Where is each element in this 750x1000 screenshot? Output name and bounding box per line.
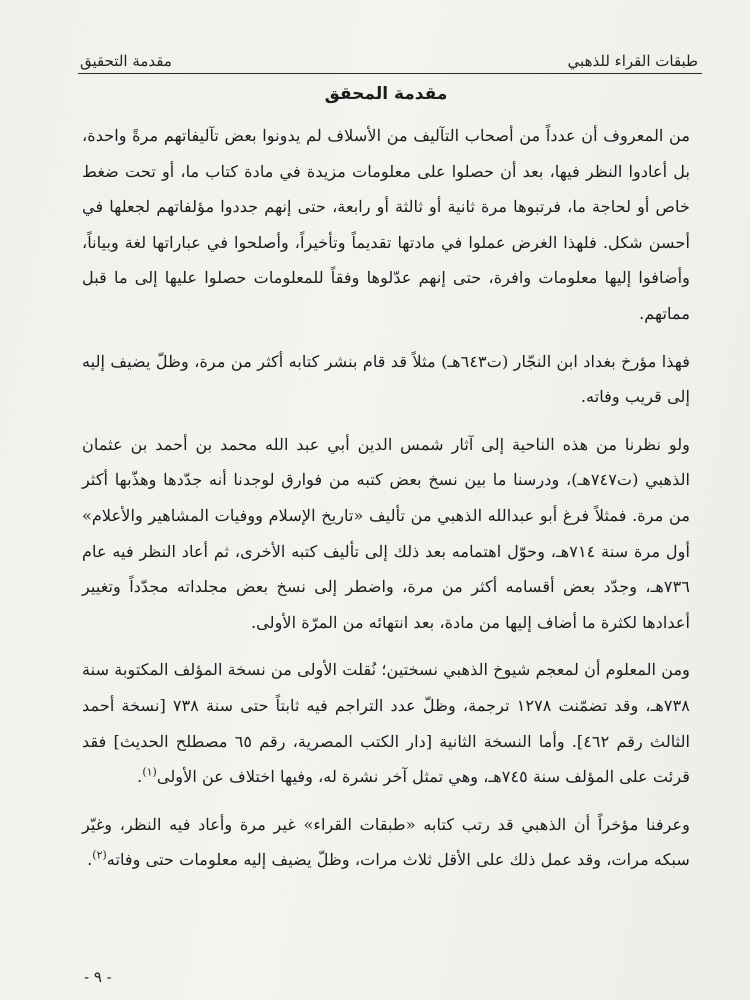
paragraph-5-tail: . (87, 850, 93, 870)
paragraph-3-text: ولو نظرنا من هذه الناحية إلى آثار شمس الدين أبي عبد الله محمد بن أحمد بن عثمان الذهبي (ت٧٤٧هـ)، ودرسنا ما بين نسخ بعض كتبه من فوارق لوجدنا أنه جدّدها وهذّبها أكثر من مرة. فمثلاً فرغ أبو عبدالله الذهبي من تأليف «تاريخ الإسلام ووفيات المشاهير والأعلام» أول مرة سنة ٧١٤هـ، وحوّل اهتمامه بعد ذلك إلى تأليف كتبه الأخرى، ثم أعاد النظر فيه عام ٧٣٦هـ، وجدّد بعض أقسامه أكثر من مرة، واضطر إلى نسخ بعض مجلداته مجدّداً وتغيير أعدادها لكثرة ما أضاف إليها من مادة، بعد انتهائه من المرّة الأولى. (82, 434, 691, 632)
footnote-ref-2: (٢) (92, 848, 107, 862)
running-header (80, 36, 698, 70)
paragraph-4 (82, 652, 690, 794)
book-title: طبقات القراء للذهبي (567, 52, 698, 70)
paragraph-5-text: وعرفنا مؤخراً أن الذهبي قد رتب كتابه «طبقات القراء» غير مرة وأعاد فيه النظر، وغيّر سبكه مرات، وقد عمل ذلك على الأقل ثلاث مرات، وظلّ يضيف إليه معلومات حتى وفاته (82, 814, 690, 870)
paragraph-3 (82, 427, 690, 641)
page-heading: مقدمة المحقق (324, 84, 448, 104)
paragraph-1-text: من المعروف أن عدداً من أصحاب التآليف من الأسلاف لم يدونوا بعض تآليفاتهم مرةً واحدة، بل أعادوا النظر فيها، بعد أن حصلوا على معلومات مزيدة في مادة كتاب ما، أو تحت ضغط خاص أو لحاجة ما، فرتبوها مرة ثانية أو ثالثة أو رابعة، حتى إنهم جددوا مؤلفاتهم لجعلها في أحسن شكل. فلهذا الغرض عملوا في مادتها تقديماً وتأخيراً، وأصلحوا في عباراتها لغة وبياناً، وأضافوا إليها معلومات وافرة، حتى إنهم عدّلوها وفقاً للمعلومات حصلوا عليها إلى ما قبل مماتهم. (82, 126, 690, 323)
footnote-ref-1: (١) (142, 765, 157, 779)
paragraph-5 (82, 807, 690, 878)
paragraph-2 (82, 344, 690, 415)
main-text (82, 84, 690, 890)
paragraph-2-text: فهذا مؤرخ بغداد ابن النجّار (ت٦٤٣هـ) مثلاً قد قام بنشر كتابه أكثر من مرة، وظلّ يضيف إليه إلى قريب وفاته. (82, 351, 690, 407)
paragraph-4-text: ومن المعلوم أن لمعجم شيوخ الذهبي نسختين؛ نُقلت الأولى من نسخة المؤلف المكتوبة سنة ٧٣٨هـ، وقد تضمّنت ١٢٧٨ ترجمة، وظلّ عدد التراجم فيه ثابتاً حتى سنة ٧٣٨ [نسخة أحمد الثالث رقم ٤٦٢]. وأما النسخة الثانية [دار الكتب المصرية، رقم ٦٥ مصطلح الحديث] فقد قرئت على المؤلف سنة ٧٤٥هـ، وهي تمثل آخر نشرة له، وفيها اختلاف عن الأولى (82, 660, 690, 787)
page-number: - ٩ - (84, 968, 112, 986)
header-rule (78, 73, 702, 74)
paragraph-1 (82, 118, 690, 332)
paragraph-4-tail: . (137, 767, 143, 787)
section-title-header: مقدمة التحقيق (80, 52, 172, 70)
